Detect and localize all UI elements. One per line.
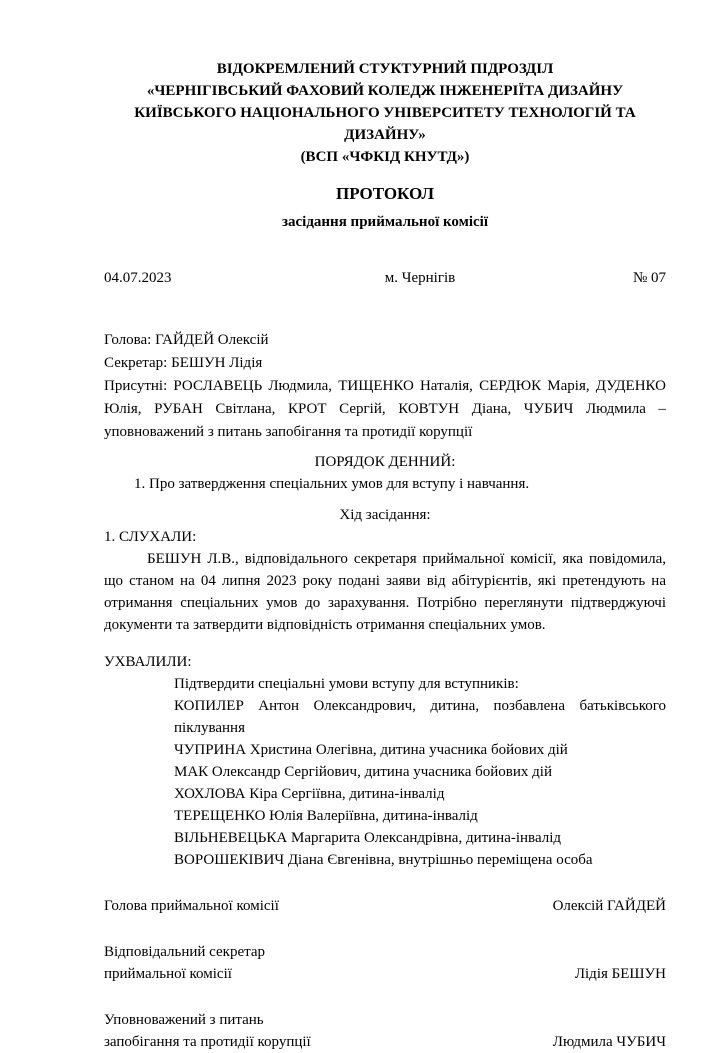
- signature-row: [104, 1009, 666, 1053]
- resolved-heading: УХВАЛИЛИ:: [104, 654, 192, 670]
- resolved-item: ВОРОШЕКІВИЧ Діана Євгенівна, внутрішньо переміщена особа: [174, 852, 593, 868]
- institution-header: [104, 58, 666, 168]
- signature-name: Людмила ЧУБИЧ: [552, 1034, 666, 1050]
- proceedings-heading: Хід засідання:: [339, 507, 431, 523]
- signature-role-line: Уповноважений з питань: [104, 1012, 264, 1028]
- resolved-intro: Підтвердити спеціальні умови вступу для вступників:: [174, 676, 519, 692]
- signature-role: [104, 941, 265, 985]
- institution-header-line: «ЧЕРНІГІВСЬКИЙ ФАХОВИЙ КОЛЕДЖ ІНЖЕНЕРІЇТА ДИЗАЙНУ: [146, 83, 624, 99]
- signature-role: [104, 1009, 311, 1053]
- protocol-meta-row: [104, 267, 666, 289]
- resolved-item: КОПИЛЕР Антон Олександрович, дитина, позбавлена батьківського піклування: [174, 698, 666, 736]
- agenda-item: 1. Про затвердження спеціальних умов для вступу і навчання.: [134, 476, 530, 492]
- signature-name: Олексій ГАЙДЕЙ: [552, 898, 666, 914]
- institution-header-line: ВІДОКРЕМЛЕНИЙ СТУКТУРНИЙ ПІДРОЗДІЛ: [216, 61, 554, 77]
- resolved-item: ТЕРЕЩЕНКО Юлія Валеріївна, дитина-інвалід: [174, 808, 478, 824]
- signature-role-line: приймальної комісії: [104, 966, 232, 982]
- signature-name: Лідія БЕШУН: [574, 966, 666, 982]
- document-subtitle: засідання приймальної комісії: [281, 214, 489, 230]
- signature-row: [104, 895, 666, 917]
- secretary-line: Секретар: БЕШУН Лідія: [104, 355, 263, 371]
- resolved-section: [104, 651, 666, 871]
- resolved-item: ВІЛЬНЕВЕЦЬКА Маргарита Олександрівна, дитина-інвалід: [174, 830, 562, 846]
- present-paragraph: Присутні: РОСЛАВЕЦЬ Людмила, ТИЩЕНКО Наталія, СЕРДЮК Марія, ДУДЕНКО Юлія, РУБАН Світлана, КРОТ Сергій, КОВТУН Діана, ЧУБИЧ Людмила – уповноважений з питань запобігання та протидії корупції: [104, 378, 666, 440]
- heard-section: [104, 526, 666, 636]
- signature-role-line: Голова приймальної комісії: [104, 898, 279, 914]
- officers-section: [104, 329, 666, 444]
- resolved-item: ЧУПРИНА Христина Олегівна, дитина учасника бойових дій: [174, 742, 568, 758]
- institution-header-line: (ВСП «ЧФКІД КНУТД»): [300, 149, 470, 165]
- protocol-city: м. Чернігів: [384, 270, 456, 286]
- protocol-number: № 07: [632, 270, 666, 286]
- resolved-item: МАК Олександр Сергійович, дитина учасника бойових дій: [174, 764, 552, 780]
- institution-header-line: КИЇВСЬКОГО НАЦІОНАЛЬНОГО УНІВЕРСИТЕТУ ТЕХНОЛОГІЙ ТА: [134, 105, 636, 121]
- signature-role: [104, 895, 279, 917]
- resolved-list: [174, 673, 666, 871]
- document-title: ПРОТОКОЛ: [335, 184, 434, 203]
- resolved-item: ХОХЛОВА Кіра Сергіївна, дитина-інвалід: [174, 786, 445, 802]
- protocol-date: 04.07.2023: [104, 270, 172, 286]
- heard-heading: 1. СЛУХАЛИ:: [104, 529, 197, 545]
- agenda-heading: ПОРЯДОК ДЕННИЙ:: [314, 454, 456, 470]
- signature-role-line: запобігання та протидії корупції: [104, 1034, 311, 1050]
- heard-paragraph: БЕШУН Л.В., відповідального секретаря приймальної комісії, яка повідомила, що станом на 04 липня 2023 року подані заяви від абітурієнтів, які претендують на отримання спеціальних умов до зарахування. Потрібно переглянути підтверджуючі документи та затвердити відповідність отримання спеціальних умов.: [104, 551, 666, 633]
- chair-line: Голова: ГАЙДЕЙ Олексій: [104, 332, 269, 348]
- signatures-section: [104, 895, 666, 1053]
- signature-row: [104, 941, 666, 985]
- signature-role-line: Відповідальний секретар: [104, 944, 266, 960]
- institution-header-line: ДИЗАЙНУ»: [344, 127, 426, 143]
